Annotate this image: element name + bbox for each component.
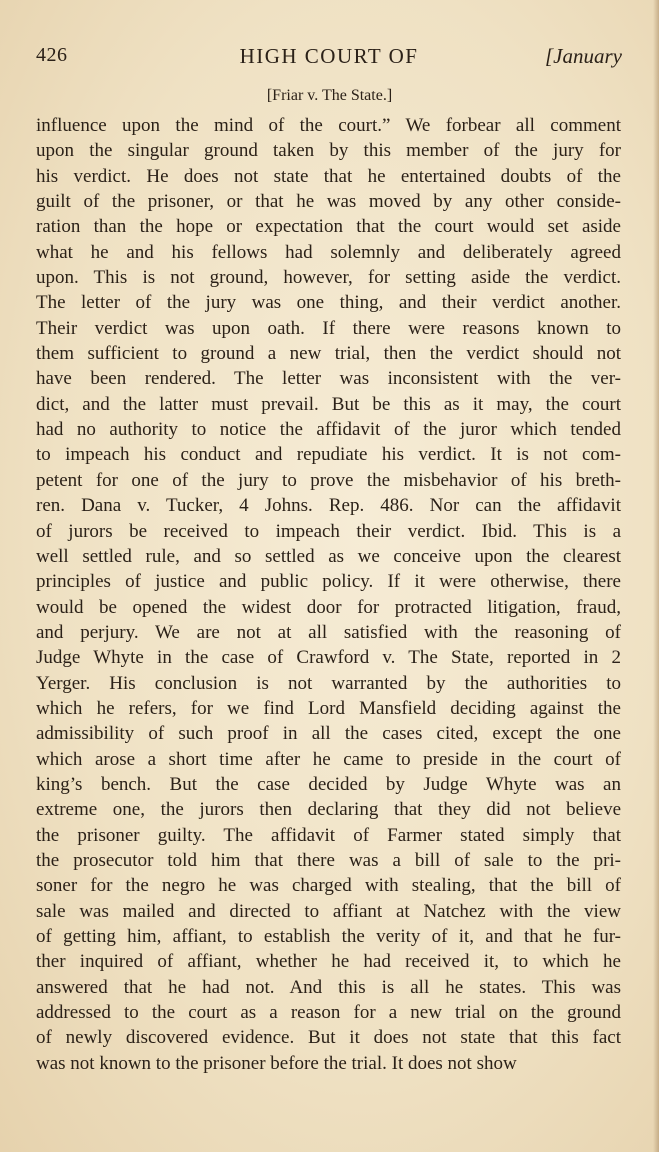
text-line: The letter of the jury was one thing, and their verdict another. [36,292,621,314]
text-line: extreme one, the jurors then declaring that they did not believe [36,799,621,821]
text-line: had no authority to notice the affidavit of the juror which tended [36,419,621,441]
text-line: of getting him, affiant, to establish the verity of it, and that he fur- [36,926,621,947]
text-line: dict, and the latter must prevail. But be this as it may, the court [36,393,621,415]
text-line: them sufficient to ground a new trial, then the verdict should not [36,343,621,365]
page-edge-shadow [653,0,659,1152]
text-line: which he refers, for we find Lord Mansfield deciding against the [36,697,621,719]
text-line: king’s bench. But the case decided by Judge Whyte was an [36,773,621,795]
text-line: ther inquired of affiant, whether he had received it, to which he [36,951,621,973]
text-line: the prisoner guilty. The affidavit of Farmer stated simply that [36,824,621,846]
text-line: his verdict. He does not state that he entertained doubts of the [36,165,621,187]
text-line: of newly discovered evidence. But it does not state that this fact [36,1027,621,1049]
body-text [36,113,621,1076]
running-title: HIGH COURT OF [239,44,419,68]
text-line: upon the singular ground taken by this member of the jury for [36,140,621,162]
text-line: what he and his fellows had solemnly and deliberately agreed [36,241,621,263]
term-label: [January [545,44,622,68]
text-line: Judge Whyte in the case of Crawford v. The State, reported in 2 [36,647,621,669]
text-line: of jurors be received to impeach their verdict. Ibid. This is a [36,520,621,542]
text-line: to impeach his conduct and repudiate his verdict. It is not com- [36,444,621,466]
text-line: which arose a short time after he came to preside in the court of [36,748,621,770]
running-head [36,44,622,72]
text-line: would be opened the widest door for protracted litigation, fraud, [36,596,621,618]
text-line: influence upon the mind of the court.” We forbear all comment [36,115,621,136]
text-line: petent for one of the jury to prove the misbehavior of his breth- [36,469,621,491]
text-line: was not known to the prisoner before the trial. It does not show [36,1052,517,1074]
text-line: sale was mailed and directed to affiant at Natchez with the view [36,900,621,922]
text-line: admissibility of such proof in all the cases cited, except the one [36,723,621,745]
text-line: principles of justice and public policy. If it were otherwise, there [36,571,621,593]
text-line: Yerger. His conclusion is not warranted by the authorities to [36,672,621,694]
text-line: Their verdict was upon oath. If there were reasons known to [36,317,621,339]
text-line: have been rendered. The letter was inconsistent with the ver- [36,368,621,390]
text-line: addressed to the court as a reason for a new trial on the ground [36,1002,621,1024]
text-line: the prosecutor told him that there was a bill of sale to the pri- [36,849,621,871]
text-line: well settled rule, and so settled as we conceive upon the clearest [36,545,621,567]
text-line: soner for the negro he was charged with stealing, that the bill of [36,875,621,897]
text-line: ren. Dana v. Tucker, 4 Johns. Rep. 486. Nor can the affidavit [36,495,621,517]
text-line: answered that he had not. And this is all he states. This was [36,976,621,998]
text-line: upon. This is not ground, however, for setting aside the verdict. [36,267,621,289]
case-caption: [Friar v. The State.] [266,87,393,104]
page-number: 426 [36,44,68,66]
text-line: guilt of the prisoner, or that he was moved by any other conside- [36,191,621,213]
text-line: and perjury. We are not at all satisfied with the reasoning of [36,621,621,643]
text-line: ration than the hope or expectation that the court would set aside [36,216,621,238]
